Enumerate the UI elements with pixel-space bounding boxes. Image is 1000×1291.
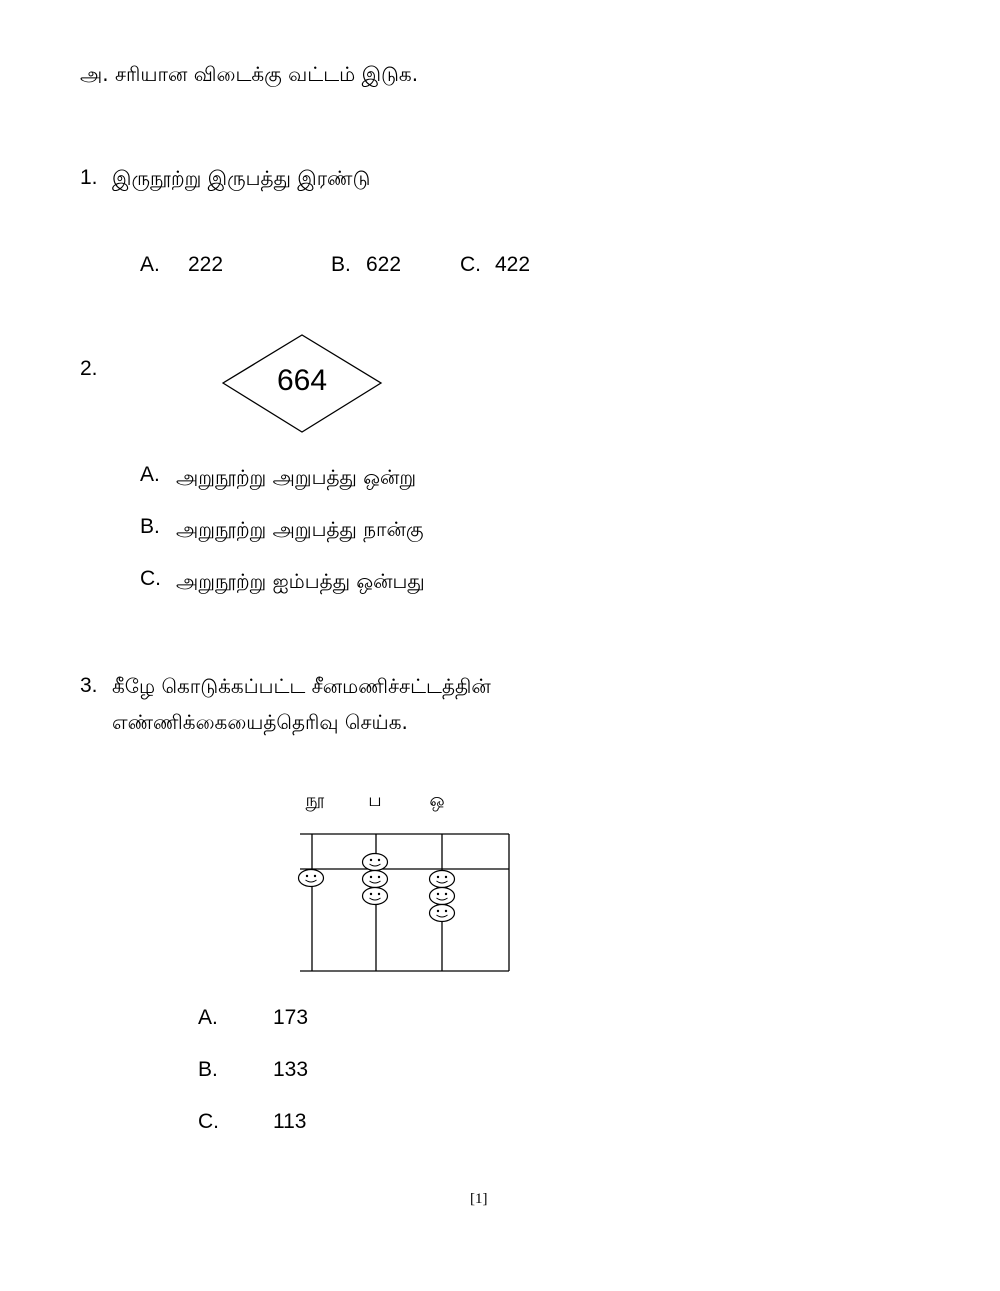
q3-option-a-label[interactable]: A. xyxy=(198,1006,218,1029)
question-1-number: 1. xyxy=(80,166,98,189)
q1-option-a-value[interactable]: 222 xyxy=(188,253,224,276)
q3-option-c-value[interactable]: 113 xyxy=(273,1110,307,1133)
q3-option-c-label[interactable]: C. xyxy=(198,1110,219,1133)
question-3-text-line2: எண்ணிக்கையைத்தெரிவு செய்க. xyxy=(112,710,408,734)
q2-option-a-text[interactable]: அறுநூற்று அறுபத்து ஒன்று xyxy=(176,465,417,489)
q2-option-c-label[interactable]: C. xyxy=(140,567,161,590)
diamond-number: 664 xyxy=(276,364,328,397)
question-1-text: இருநூற்று இருபத்து இரண்டு xyxy=(112,166,371,190)
q2-option-c-text[interactable]: அறுநூற்று ஐம்பத்து ஒன்பது xyxy=(176,569,425,593)
abacus-label-ones: ஒ xyxy=(429,790,445,811)
smiley-bead-icon xyxy=(428,903,456,923)
q2-option-b-label[interactable]: B. xyxy=(140,515,160,538)
q1-option-a-label[interactable]: A. xyxy=(140,253,160,276)
q1-option-b-label[interactable]: B. xyxy=(331,253,351,276)
q1-option-c-value[interactable]: 422 xyxy=(495,253,531,276)
question-2-number: 2. xyxy=(80,357,98,380)
q1-option-c-label[interactable]: C. xyxy=(460,253,481,276)
q2-option-b-text[interactable]: அறுநூற்று அறுபத்து நான்கு xyxy=(176,517,424,541)
smiley-bead-icon xyxy=(297,868,325,888)
q3-option-b-value[interactable]: 133 xyxy=(273,1058,309,1081)
question-3-number: 3. xyxy=(80,674,98,697)
q3-option-b-label[interactable]: B. xyxy=(198,1058,218,1081)
abacus-label-hundreds: நூ xyxy=(305,790,325,811)
page-number: [1] xyxy=(470,1191,488,1207)
q3-option-a-value[interactable]: 173 xyxy=(273,1006,309,1029)
q1-option-b-value[interactable]: 622 xyxy=(366,253,402,276)
question-3-text-line1: கீழே கொடுக்கப்பட்ட சீனமணிச்சட்டத்தின் xyxy=(112,674,491,698)
section-title: அ. சரியான விடைக்கு வட்டம் இடுக. xyxy=(80,62,419,86)
abacus-label-tens: ப xyxy=(368,790,382,811)
abacus-frame xyxy=(290,826,520,978)
q2-option-a-label[interactable]: A. xyxy=(140,463,160,486)
smiley-bead-icon xyxy=(361,886,389,906)
